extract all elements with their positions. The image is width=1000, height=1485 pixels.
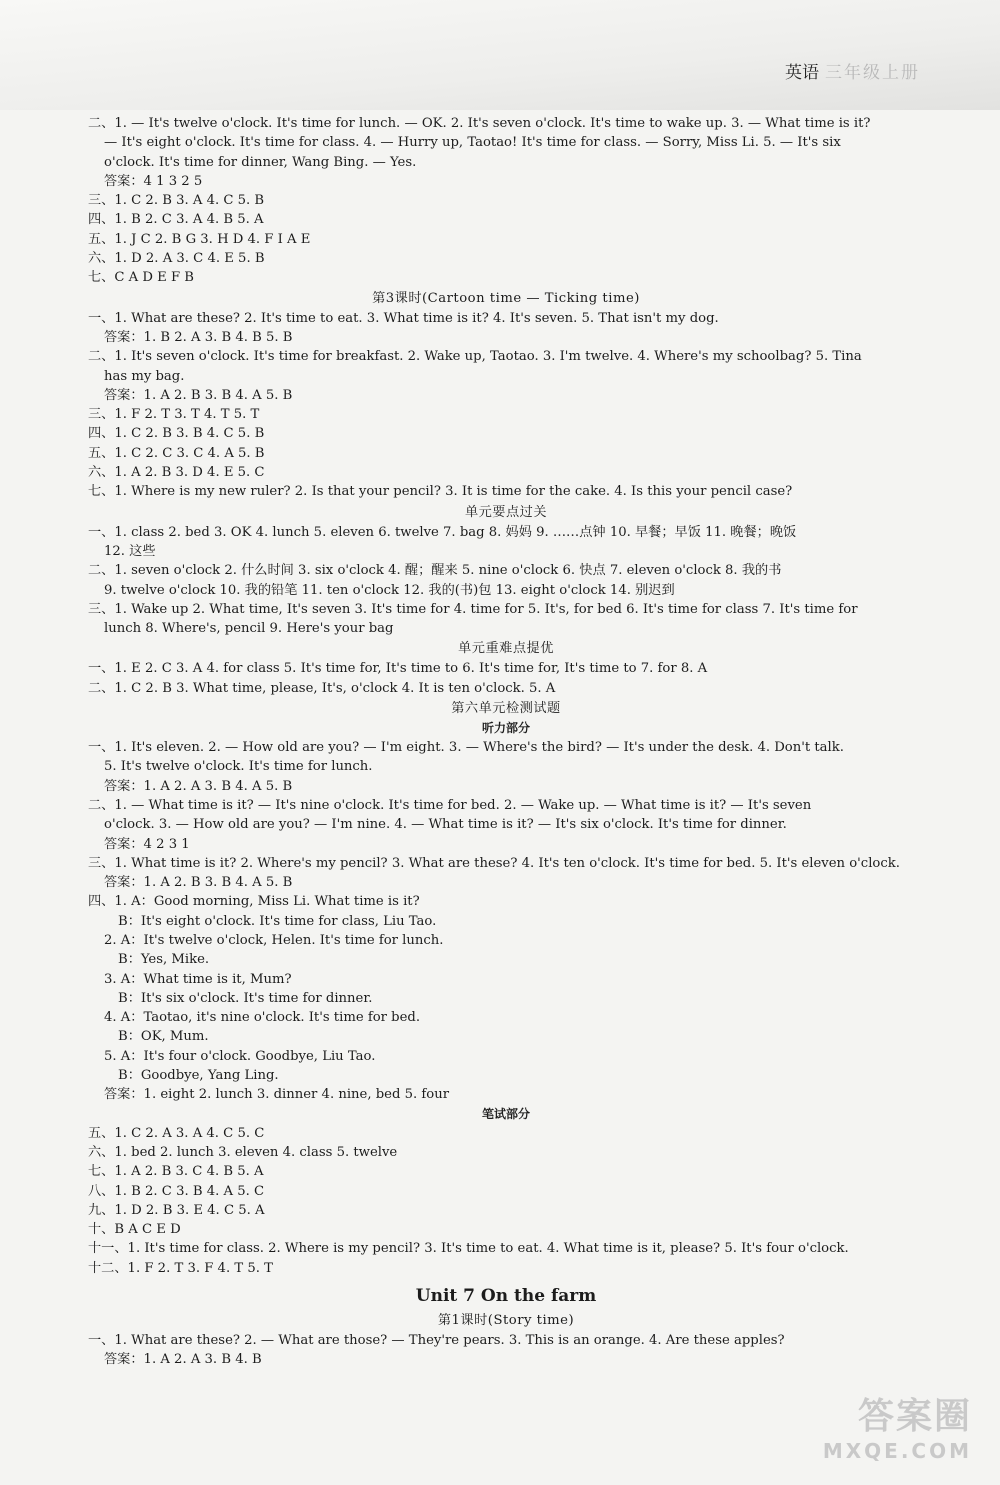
- answer-line: 二、1. C 2. B 3. What time, please, It's, o'clock 4. It is ten o'clock. 5. A: [88, 680, 556, 696]
- answer-line: 三、1. C 2. B 3. A 4. C 5. B: [88, 193, 265, 209]
- answer-line: B：It's six o'clock. It's time for dinner.: [118, 990, 373, 1006]
- answer-line: B：OK, Mum.: [118, 1029, 209, 1045]
- section-subheading: 听力部分: [481, 721, 530, 736]
- answer-line: 五、1. J C 2. B G 3. H D 4. F I A E: [88, 231, 311, 247]
- answer-line: 十一、1. It's time for class. 2. Where is my pencil? 3. It's time to eat. 4. What time is it, please? 5. It's four o'clock.: [88, 1241, 849, 1257]
- answer-line: 四、1. B 2. C 3. A 4. B 5. A: [88, 212, 264, 228]
- header-band: [0, 0, 1000, 110]
- answer-content: [88, 114, 924, 1370]
- section-heading: 第六单元检测试题: [451, 701, 561, 717]
- answer-line: 四、1. A：Good morning, Miss Li. What time is it?: [88, 894, 420, 910]
- subject-tag: [785, 58, 920, 83]
- answer-line: 一、1. It's eleven. 2. — How old are you? — I'm eight. 3. — Where's the bird? — It's under the desk. 4. Don't talk.: [88, 740, 844, 756]
- answer-line: 2. A：It's twelve o'clock, Helen. It's time for lunch.: [104, 932, 444, 948]
- watermark-url: MXQE.COM: [822, 1439, 972, 1463]
- answer-line: 4. A：Taotao, it's nine o'clock. It's time for bed.: [104, 1010, 421, 1026]
- answer-line: 答案：4 2 3 1: [104, 836, 190, 852]
- answer-line: 答案：1. A 2. B 3. B 4. A 5. B: [104, 387, 293, 403]
- answer-line: lunch 8. Where's, pencil 9. Here's your bag: [104, 621, 394, 637]
- watermark-logo-text: 答案圈: [857, 1396, 972, 1437]
- answer-line: 二、1. — What time is it? — It's nine o'clock. It's time for bed. 2. — Wake up. — What time is it? — It's seven: [88, 797, 812, 813]
- answer-line: 一、1. E 2. C 3. A 4. for class 5. It's time for, It's time to 6. It's time for, It's time to 7. for 8. A: [88, 661, 708, 677]
- answer-line: 七、C A D E F B: [88, 270, 194, 286]
- answer-line: 五、1. C 2. C 3. C 4. A 5. B: [88, 445, 265, 461]
- answer-line: 四、1. C 2. B 3. B 4. C 5. B: [88, 426, 265, 442]
- section-subheading: 笔试部分: [481, 1106, 530, 1121]
- section-heading: 单元要点过关: [464, 504, 548, 520]
- answer-line: 答案：1. A 2. B 3. B 4. A 5. B: [104, 875, 293, 891]
- answer-line: 5. A：It's four o'clock. Goodbye, Liu Tao.: [104, 1048, 376, 1064]
- answer-line: 五、1. C 2. A 3. A 4. C 5. C: [88, 1125, 265, 1141]
- answer-line: 答案：1. A 2. A 3. B 4. A 5. B: [104, 778, 293, 794]
- answer-line: o'clock. 3. — How old are you? — I'm nine. 4. — What time is it? — It's six o'clock. It's time for dinner.: [104, 817, 787, 833]
- answer-line: 八、1. B 2. C 3. B 4. A 5. C: [88, 1183, 265, 1199]
- answer-line: 六、1. A 2. B 3. D 4. E 5. C: [88, 465, 265, 481]
- answer-line: has my bag.: [104, 368, 185, 384]
- answer-line: 十二、1. F 2. T 3. F 4. T 5. T: [88, 1260, 273, 1276]
- grade-label: 三年级上册: [825, 63, 920, 83]
- answer-line: 三、1. What time is it? 2. Where's my pencil? 3. What are these? 4. It's ten o'clock. It's time for bed. 5. It's eleven o'clock.: [88, 855, 900, 871]
- answer-line: 答案：1. A 2. A 3. B 4. B: [104, 1352, 262, 1368]
- answer-line: 三、1. F 2. T 3. T 4. T 5. T: [88, 407, 260, 423]
- answer-line: 3. A：What time is it, Mum?: [104, 971, 292, 987]
- answer-line: B：It's eight o'clock. It's time for class, Liu Tao.: [118, 913, 437, 929]
- answer-line: 一、1. What are these? 2. — What are those? — They're pears. 3. This is an orange. 4. Are these apples?: [88, 1333, 785, 1349]
- answer-line: 六、1. bed 2. lunch 3. eleven 4. class 5. twelve: [88, 1144, 398, 1160]
- answer-line: 一、1. What are these? 2. It's time to eat. 3. What time is it? 4. It's seven. 5. That isn't my dog.: [88, 310, 719, 326]
- answer-line: — It's eight o'clock. It's time for class. 4. — Hurry up, Taotao! It's time for class. — Sorry, Miss Li. 5. — It's six: [104, 135, 841, 151]
- answer-line: 5. It's twelve o'clock. It's time for lunch.: [104, 759, 373, 775]
- subject-label: 英语: [785, 63, 819, 83]
- answer-line: 答案：4 1 3 2 5: [104, 173, 203, 189]
- answer-line: 一、1. class 2. bed 3. OK 4. lunch 5. eleven 6. twelve 7. bag 8. 妈妈 9. ……点钟 10. 早餐；早饭 11. 晚餐；晚饭: [88, 524, 797, 540]
- answer-line: 十、B A C E D: [88, 1222, 181, 1238]
- section-heading: 第1课时(Story time): [437, 1313, 575, 1329]
- answer-line: 七、1. A 2. B 3. C 4. B 5. A: [88, 1164, 264, 1180]
- answer-line: 答案：1. eight 2. lunch 3. dinner 4. nine, bed 5. four: [104, 1087, 449, 1103]
- answer-line: 七、1. Where is my new ruler? 2. Is that your pencil? 3. It is time for the cake. 4. Is this your pencil case?: [88, 484, 793, 500]
- answer-line: 12. 这些: [104, 543, 156, 559]
- answer-line: 9. twelve o'clock 10. 我的铅笔 11. ten o'clock 12. 我的(书)包 13. eight o'clock 14. 别迟到: [104, 582, 675, 598]
- answer-line: 答案：1. B 2. A 3. B 4. B 5. B: [104, 329, 293, 345]
- answer-line: 二、1. — It's twelve o'clock. It's time for lunch. — OK. 2. It's seven o'clock. It's time to wake up. 3. — What time is it?: [88, 116, 871, 131]
- site-watermark: [823, 1388, 972, 1463]
- answer-line: 六、1. D 2. A 3. C 4. E 5. B: [88, 251, 265, 267]
- section-heading: 第3课时(Cartoon time — Ticking time): [372, 290, 640, 306]
- answer-line: B：Goodbye, Yang Ling.: [118, 1068, 279, 1084]
- section-heading: 单元重难点提优: [458, 641, 554, 657]
- answer-line: 二、1. It's seven o'clock. It's time for breakfast. 2. Wake up, Taotao. 3. I'm twelve. 4. Where's my schoolbag? 5. Tina: [88, 349, 862, 365]
- answer-line: 三、1. Wake up 2. What time, It's seven 3. It's time for 4. time for 5. It's, for bed 6. It's time for class 7. It's time for: [88, 601, 858, 617]
- answer-line: 二、1. seven o'clock 2. 什么时间 3. six o'clock 4. 醒；醒来 5. nine o'clock 6. 快点 7. eleven o'clock 8. 我的书: [88, 563, 782, 579]
- unit-title: Unit 7 On the farm: [415, 1286, 597, 1307]
- answer-line: 九、1. D 2. B 3. E 4. C 5. A: [88, 1202, 265, 1218]
- answer-line: B：Yes, Mike.: [118, 952, 210, 968]
- answer-line: o'clock. It's time for dinner, Wang Bing. — Yes.: [104, 154, 417, 170]
